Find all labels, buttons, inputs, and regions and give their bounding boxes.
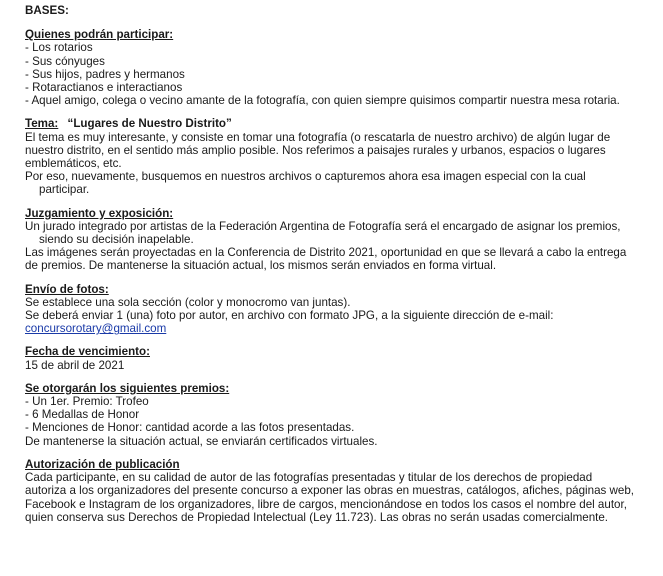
list-item: - Sus hijos, padres y hermanos — [25, 67, 185, 81]
list-item: - Menciones de Honor: cantidad acorde a las fotos presentadas. — [25, 421, 355, 435]
authorization-section — [25, 458, 663, 524]
judging-heading: Juzgamiento y exposición: — [25, 206, 174, 220]
theme-section — [25, 117, 663, 196]
paragraph-line: participar. — [39, 183, 90, 197]
authorization-heading: Autorización de publicación — [25, 457, 180, 471]
list-item: - Un 1er. Premio: Trofeo — [25, 395, 149, 409]
paragraph-line: Se deberá enviar 1 (una) foto por autor, en archivo con formato JPG, a la siguiente dirección de e-mail: — [25, 309, 554, 323]
paragraph-line: emblemáticos, etc. — [25, 157, 122, 171]
participants-section — [25, 28, 663, 107]
list-item: - Aquel amigo, colega o vecino amante de la fotografía, con quien siempre quisimos compartir nuestra mesa rotaria. — [25, 94, 620, 108]
list-item: - Los rotarios — [25, 41, 93, 55]
list-item: - Sus cónyuges — [25, 54, 105, 68]
paragraph-line: Se establece una sola sección (color y monocromo van juntas). — [25, 295, 351, 309]
participants-heading: Quienes podrán participar: — [25, 28, 174, 42]
list-item: - Rotaractianos e interactianos — [25, 81, 183, 95]
list-item: De mantenerse la situación actual, se enviarán certificados virtuales. — [25, 434, 378, 448]
prizes-heading: Se otorgarán los siguientes premios: — [25, 381, 230, 395]
submission-section — [25, 283, 663, 336]
theme-heading-row — [25, 117, 663, 130]
submission-heading: Envío de fotos: — [25, 282, 109, 296]
paragraph-line: siendo su decisión inapelable. — [39, 233, 194, 247]
document-title: BASES: — [25, 4, 69, 17]
deadline-section — [25, 345, 663, 371]
deadline-heading: Fecha de vencimiento: — [25, 345, 150, 359]
paragraph-line: quien conserva sus Derechos de Propiedad Intelectual (Ley 11.723). Las obras no serán usadas comercialmente. — [25, 510, 609, 524]
list-item: - 6 Medallas de Honor — [25, 408, 140, 422]
paragraph-line: Facebook e Instagram de los organizadores, libre de cargos, mencionándose en todos los casos el nombre del autor, — [25, 497, 627, 511]
paragraph-line: Cada participante, en su calidad de autor de las fotografías presentadas y titular de los derechos de propiedad — [25, 471, 593, 485]
paragraph-line: nuestro distrito, en el sentido más amplio posible. Nos referimos a paisajes rurales y urbanos, espacios o lugares — [25, 143, 606, 157]
paragraph-line: autoriza a los organizadores del presente concurso a exponer las obras en muestras, catálogos, afiches, páginas web, — [25, 484, 635, 498]
judging-section — [25, 207, 663, 273]
email-link[interactable]: concursorotary@gmail.com — [25, 322, 167, 336]
paragraph-line: El tema es muy interesante, y consiste en tomar una fotografía (o rescatarla de nuestro archivo) de algún lugar de — [25, 130, 611, 144]
deadline-date: 15 de abril de 2021 — [25, 358, 125, 372]
paragraph-line: Las imágenes serán proyectadas en la Conferencia de Distrito 2021, oportunidad en que se llevará a cabo la entrega — [25, 246, 627, 260]
paragraph-line: Un jurado integrado por artistas de la Federación Argentina de Fotografía será el encargado de asignar los premios, — [25, 219, 621, 233]
paragraph-line: de premios. De mantenerse la situación actual, los mismos serán enviados en forma virtual. — [25, 259, 497, 273]
paragraph-line: Por eso, nuevamente, busquemos en nuestros archivos o capturemos ahora esa imagen especial con la cual — [25, 170, 586, 184]
prizes-section — [25, 382, 663, 448]
theme-heading: Tema: — [25, 117, 59, 131]
theme-subtitle: “Lugares de Nuestro Distrito” — [67, 117, 232, 131]
